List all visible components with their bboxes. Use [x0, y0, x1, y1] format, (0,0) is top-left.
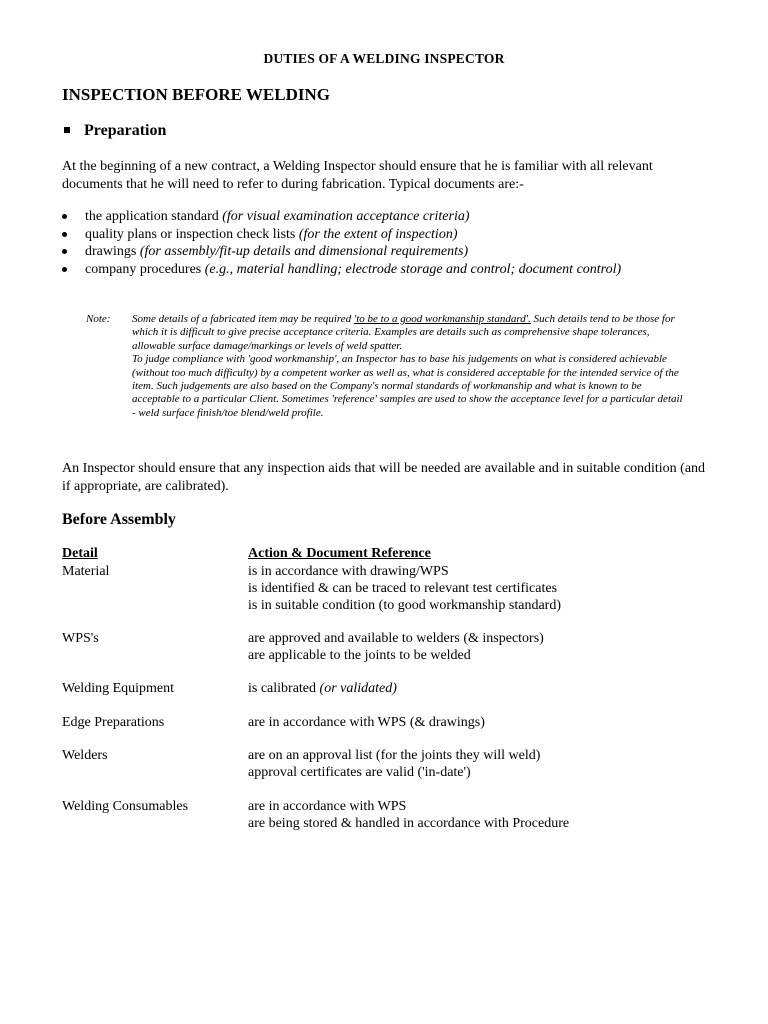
- detail-label: Welders: [62, 748, 108, 763]
- action-line: are in accordance with WPS: [248, 799, 407, 814]
- action-list: [248, 798, 648, 832]
- action-line: are applicable to the joints to be welded: [248, 648, 471, 663]
- list-item-text: drawings: [85, 244, 140, 259]
- action-line: approval certificates are valid ('in-date'): [248, 765, 471, 780]
- note-text: Such details tend to be those for which it is difficult to give precise acceptance criteria. Examples are details such as comprehensive shape tolerances, allowable surface damage/markings or levels of weld spatter.: [132, 313, 675, 352]
- column-header-detail: Detail: [62, 546, 98, 561]
- list-item: [62, 261, 702, 279]
- note-block: [86, 313, 686, 420]
- inspection-aids-paragraph: An Inspector should ensure that any inspection aids that will be needed are available and in suitable condition (and if appropriate, are calibrated).: [62, 461, 706, 494]
- action-line: is in suitable condition (to good workmanship standard): [248, 598, 562, 613]
- detail-label: WPS's: [62, 631, 99, 646]
- action-list: [248, 714, 648, 731]
- before-assembly-heading: Before Assembly: [62, 511, 176, 528]
- action-line: are being stored & handled in accordance with Procedure: [248, 816, 570, 831]
- list-item-note: (for the extent of inspection): [298, 226, 458, 242]
- list-item: [62, 208, 702, 226]
- bullet-icon: [62, 267, 67, 272]
- list-item-note: (for visual examination acceptance criteria): [222, 209, 470, 224]
- bullet-icon: [62, 249, 67, 254]
- note-paragraph: [132, 313, 686, 353]
- bullet-icon: [62, 214, 67, 219]
- note-underlined-text: 'to be to a good workmanship standard'.: [353, 313, 531, 325]
- list-item-text: company procedures: [85, 261, 205, 277]
- documents-list: [62, 208, 702, 278]
- document-title: DUTIES OF A WELDING INSPECTOR: [263, 51, 505, 66]
- bullet-icon: [62, 232, 67, 237]
- detail-label: Edge Preparations: [62, 715, 165, 730]
- action-line: are in accordance with WPS (& drawings): [248, 715, 485, 730]
- action-list: [248, 630, 648, 664]
- action-line: is in accordance with drawing/WPS: [248, 564, 449, 579]
- action-list: [248, 747, 648, 781]
- list-item: [62, 226, 702, 244]
- note-text: Some details of a fabricated item may be required: [132, 313, 354, 325]
- section-title: INSPECTION BEFORE WELDING: [62, 85, 330, 104]
- action-line: are approved and available to welders (& inspectors): [248, 631, 544, 646]
- note-label: Note:: [86, 313, 111, 325]
- list-item: [62, 243, 702, 261]
- detail-label: Welding Consumables: [62, 799, 189, 814]
- detail-label: Welding Equipment: [62, 681, 175, 696]
- action-line: is identified & can be traced to relevant test certificates: [248, 581, 558, 596]
- note-body: [132, 313, 686, 420]
- list-item-text: the application standard: [85, 209, 223, 224]
- detail-label: Material: [62, 564, 110, 579]
- action-line: [248, 680, 648, 697]
- column-header-action: Action & Document Reference: [248, 546, 431, 561]
- list-item-text: quality plans or inspection check lists: [85, 226, 299, 242]
- action-line: are on an approval list (for the joints they will weld): [248, 748, 541, 763]
- preparation-heading: [62, 122, 166, 140]
- action-note: (or validated): [319, 681, 397, 696]
- square-bullet-icon: [64, 127, 70, 133]
- action-text: is calibrated: [248, 681, 320, 696]
- list-item-note: (for assembly/fit-up details and dimensional requirements): [139, 244, 469, 259]
- action-list: [248, 680, 648, 697]
- preparation-heading-text: Preparation: [84, 122, 167, 139]
- action-list: [248, 563, 648, 614]
- list-item-note: (e.g., material handling; electrode storage and control; document control): [204, 261, 622, 277]
- note-paragraph: To judge compliance with 'good workmanship', an Inspector has to base his judgements on what is considered achievable (without too much difficulty) by a competent worker as well as, what is considered acceptable for the intended service of the item. Such judgements are also based on the Company's normal standards of workmanship and what is known to be acceptable to a particular Client. Sometimes 'reference' samples are used to show the acceptance level for a particular detail - weld surface finish/toe blend/weld profile.: [132, 353, 683, 419]
- intro-paragraph: At the beginning of a new contract, a Welding Inspector should ensure that he is familiar with all relevant documents that he will need to refer to during fabrication. Typical documents are:-: [62, 159, 653, 192]
